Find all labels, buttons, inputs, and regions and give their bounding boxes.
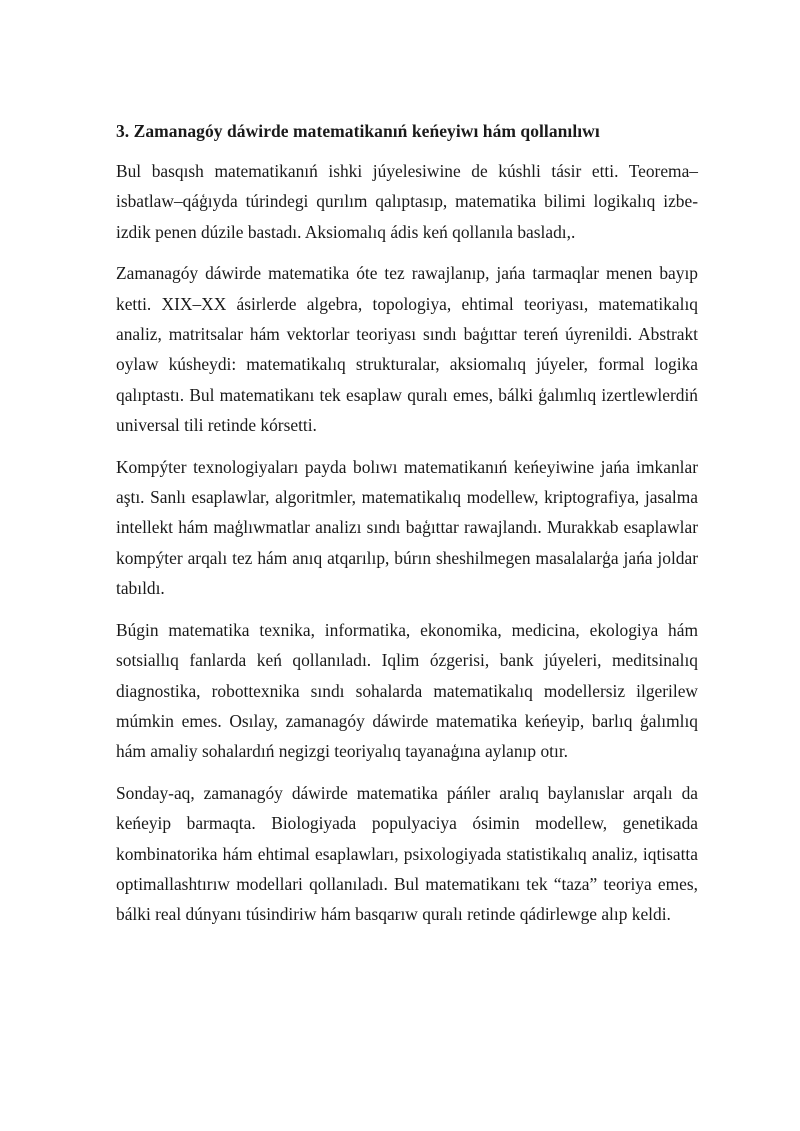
paragraph-1: Bul basqısh matematikanıń ishki júyelesiwine de kúshli tásir etti. Teorema–isbatlaw–qáģıyda túrindegi qurılım qalıptasıp, matematika bilimi logikalıq izbe-izdik penen dúzile bastadı. Aksiomalıq ádis keń qollanıla basladı,.: [116, 161, 698, 242]
paragraph-3: Kompýter texnologiyaları payda bolıwı matematikanıń keńeyiwine jańa imkanlar aştı. Sanlı esaplawlar, algoritmler, matematikalıq modellew, kriptografiya, jasalma intellekt hám maģlıwmatlar analizı sındı baģıttar rawajlandı. Murakkab esaplawlar kompýter arqalı tez hám anıq atqarılıp, búrın sheshilmegen masalalarģa jańa joldar tabıldı.: [116, 456, 698, 599]
section-content: [116, 118, 698, 941]
paragraph-4: Búgin matematika texnika, informatika, ekonomika, medicina, ekologiya hám sotsiallıq fanlarda keń qollanıladı. Iqlim ózgerisi, bank júyeleri, meditsinalıq diagnostika, robottexnika sındı sohalarda matematikalıq modellersiz ilgerilew múmkin emes. Osılay, zamanagóy dáwirde matematika keńeyip, barlıq ģalımlıq hám amaliy sohalardıń negizgi teoriyalıq tayanaģına aylanıp otır.: [116, 619, 698, 762]
section-heading: 3. Zamanagóy dáwirde matematikanıń keńeyiwı hám qollanılıwı: [116, 121, 600, 141]
paragraph-5: Sonday-aq, zamanagóy dáwirde matematika páńler aralıq baylanıslar arqalı da keńeyip barmaqta. Biologiyada populyaciya ósimin modellew, genetikada kombinatorika hám ehtimal esaplawları, psixologiyada statistikalıq analiz, iqtisatta optimallashtırıw modellari qollanıladı. Bul matematikanı tek “taza” teoriya emes, bálki real dúnyanı túsindiriw hám basqarıw quralı retinde qádirlewge alıp keldi.: [116, 782, 698, 925]
paragraph-2: Zamanagóy dáwirde matematika óte tez rawajlanıp, jańa tarmaqlar menen bayıp ketti. XIX–XX ásirlerde algebra, topologiya, ehtimal teoriyası, matematikalıq analiz, matritsalar hám vektorlar teoriyası sındı baģıttar tereń úyrenildi. Abstrakt oylaw kúsheydi: matematikalıq strukturalar, aksiomalıq júyeler, formal logika qalıptastı. Bul matematikanı tek esaplaw quralı emes, bálki ģalımlıq izertlewlerdiń universal tili retinde kórsetti.: [116, 263, 698, 436]
